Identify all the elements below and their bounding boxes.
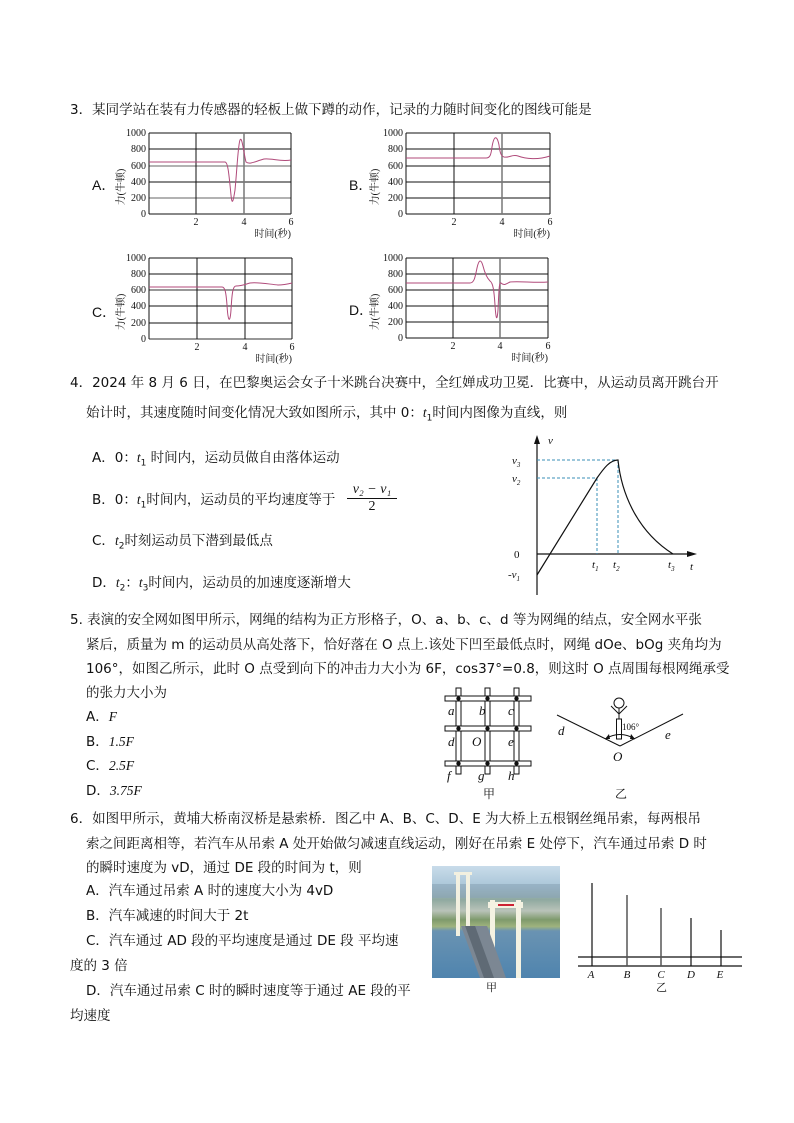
svg-text:力(牛顿): 力(牛顿) [116, 168, 127, 206]
svg-text:600: 600 [388, 161, 403, 172]
svg-text:400: 400 [131, 301, 146, 312]
svg-text:h: h [508, 768, 515, 783]
svg-text:1000: 1000 [126, 253, 146, 264]
svg-text:力(牛顿): 力(牛顿) [370, 293, 381, 331]
svg-text:400: 400 [388, 301, 403, 312]
q5-net-figure-yi [555, 688, 695, 803]
q4-option-b[interactable]: B．0：$t_1$时间内，运动员的平均速度等于 [92, 492, 336, 511]
svg-text:1000: 1000 [126, 128, 146, 139]
svg-text:800: 800 [131, 144, 146, 155]
q4-stem-line2: 始计时，其速度随时间变化情况大致如图所示，其中 0：$t_1$时间内图像为直线，则 [86, 405, 568, 424]
svg-text:200: 200 [388, 317, 403, 328]
svg-text:f: f [447, 768, 451, 783]
q4-option-a[interactable]: A．0：$t_1$ 时间内，运动员做自由落体运动 [92, 450, 340, 469]
svg-text:t: t [690, 561, 694, 573]
svg-text:v: v [548, 435, 553, 447]
q4-stem-line1: 4．2024 年 8 月 6 日，在巴黎奥运会女子十米跳台决赛中，全红婵成功卫冕．比赛中，从运动员离开跳台开 [70, 375, 719, 391]
q5-stem-line3: 106°，如图乙所示，此时 O 点受到向下的冲击力大小为 6F，cos37°=0.8，则这时 O 点周围每根网绳承受 [86, 661, 730, 677]
q3-chart-a [108, 125, 308, 245]
svg-text:2: 2 [193, 217, 199, 228]
q4-option-d[interactable]: D．$t_2$：$t_3$时间内，运动员的加速度逐渐增大 [92, 575, 351, 594]
svg-text:0: 0 [141, 334, 146, 345]
q5-net-figure-jia [440, 688, 540, 803]
svg-text:400: 400 [388, 177, 403, 188]
q3-chart-b [366, 125, 566, 245]
svg-text:时间(秒): 时间(秒) [513, 229, 550, 240]
q6-cables-diagram-yi [570, 870, 750, 995]
q6-option-b[interactable]: B．汽车减速的时间大于 2t [86, 908, 249, 924]
svg-text:c: c [508, 703, 514, 718]
svg-text:a: a [448, 703, 455, 718]
q3-stem: 3．某同学站在装有力传感器的轻板上做下蹲的动作，记录的力随时间变化的图线可能是 [70, 102, 592, 118]
q6-stem-line3: 的瞬时速度为 vD，通过 DE 段的时间为 t，则 [86, 860, 362, 876]
svg-text:v3: $v_3$ [512, 455, 521, 469]
svg-text:800: 800 [388, 269, 403, 280]
svg-text:E: E [716, 969, 724, 981]
svg-text:乙: 乙 [615, 787, 628, 801]
svg-text:2: 2 [194, 342, 200, 353]
q6-option-c[interactable]: C．汽车通过 AD 段的平均速度是通过 DE 段 平均速 [86, 933, 399, 949]
svg-text:O: O [472, 734, 482, 749]
q5-option-b[interactable]: B．1.5F [86, 734, 134, 750]
q3-option-c-label: C． [92, 304, 117, 320]
svg-text:600: 600 [131, 161, 146, 172]
svg-text:O: O [613, 749, 623, 764]
svg-text:A: A [587, 969, 595, 981]
svg-text:g: g [478, 768, 485, 783]
svg-text:6: 6 [545, 341, 551, 352]
q3-option-a-label: A． [92, 177, 116, 193]
svg-text:甲: 甲 [483, 787, 496, 801]
q5-option-a[interactable]: A．F [86, 709, 117, 725]
svg-text:0: 0 [514, 549, 520, 561]
svg-text:4: 4 [241, 217, 247, 228]
svg-text:0: 0 [398, 333, 403, 344]
svg-text:6: 6 [288, 217, 294, 228]
q6-stem-line1: 6．如图甲所示，黄埔大桥南汊桥是悬索桥．图乙中 A、B、C、D、E 为大桥上五根钢丝绳吊索，每两根吊 [70, 811, 702, 827]
svg-text:800: 800 [388, 144, 403, 155]
q3-option-b-label: B． [349, 177, 373, 193]
svg-text:0: 0 [398, 209, 403, 220]
svg-text:6: 6 [289, 342, 295, 353]
q6-option-d-continued: 均速度 [70, 1008, 111, 1024]
svg-text:d: d [448, 734, 455, 749]
svg-text:时间(秒): 时间(秒) [511, 353, 548, 364]
svg-text:v2: $v_2$ [512, 473, 521, 487]
svg-text:D: D [687, 969, 695, 981]
svg-text:力(牛顿): 力(牛顿) [370, 168, 381, 206]
svg-text:乙: 乙 [656, 981, 667, 994]
q5-stem-line4: 的张力大小为 [86, 685, 167, 701]
svg-text:b: b [479, 703, 486, 718]
svg-text:e: e [665, 727, 671, 742]
svg-text:B: B [623, 969, 631, 981]
svg-text:4: 4 [242, 342, 248, 353]
q3-chart-c [108, 250, 308, 370]
svg-text:6: 6 [547, 217, 553, 228]
svg-text:t3: $t_3$ [668, 559, 675, 573]
q6-option-c-continued: 度的 3 倍 [70, 958, 128, 974]
q6-option-d[interactable]: D．汽车通过吊索 C 时的瞬时速度等于通过 AE 段的平 [86, 983, 411, 999]
svg-text:C: C [657, 969, 665, 981]
q4-option-b-fraction: $\frac{\text{v₂ − v₁}}{2}$ [347, 482, 397, 515]
q4-option-c[interactable]: C．$t_2$时刻运动员下潜到最低点 [92, 533, 273, 552]
q6-bridge-photo-jia [432, 866, 560, 978]
q3-option-d-label: D． [349, 302, 374, 318]
q5-option-c[interactable]: C．2.5F [86, 758, 135, 774]
svg-text:2: 2 [451, 217, 457, 228]
svg-text:0: 0 [141, 209, 146, 220]
svg-text:2: 2 [450, 341, 456, 352]
svg-text:-v1: $-v_1$ [508, 569, 521, 583]
q5-stem-line1: 5. 表演的安全网如图甲所示，网绳的结构为正方形格子，O、a、b、c、d 等为网绳的结点，安全网水平张 [70, 612, 702, 628]
svg-text:t2: $t_2$ [613, 559, 620, 573]
q3-chart-d [366, 250, 566, 370]
svg-text:4: 4 [499, 217, 505, 228]
q6-option-a[interactable]: A．汽车通过吊索 A 时的速度大小为 4vD [86, 883, 334, 899]
svg-text:200: 200 [131, 193, 146, 204]
q6-fig-jia-caption: 甲 [486, 981, 497, 994]
svg-text:800: 800 [131, 269, 146, 280]
svg-text:时间(秒): 时间(秒) [255, 354, 292, 365]
q6-stem-line2: 索之间距离相等，若汽车从吊索 A 处开始做匀减速直线运动，刚好在吊索 E 处停下，汽车通过吊索 D 时 [86, 836, 707, 852]
q5-option-d[interactable]: D．3.75F [86, 783, 142, 799]
svg-text:时间(秒): 时间(秒) [254, 229, 291, 240]
svg-text:106°: 106° [622, 722, 640, 732]
svg-text:e: e [508, 734, 514, 749]
svg-text:200: 200 [388, 193, 403, 204]
svg-text:200: 200 [131, 318, 146, 329]
q4-velocity-time-graph [500, 430, 720, 600]
svg-text:力(牛顿): 力(牛顿) [116, 293, 127, 331]
svg-text:600: 600 [388, 285, 403, 296]
svg-text:600: 600 [131, 285, 146, 296]
q5-stem-line2: 紧后，质量为 m 的运动员从高处落下，恰好落在 O 点上.该处下凹至最低点时，网绳 dOe、bOg 夹角均为 [86, 637, 722, 653]
svg-text:d: d [558, 723, 565, 738]
svg-text:1000: 1000 [383, 253, 403, 264]
svg-text:400: 400 [131, 177, 146, 188]
svg-text:t1: $t_1$ [592, 559, 599, 573]
svg-text:4: 4 [497, 341, 503, 352]
svg-text:1000: 1000 [383, 128, 403, 139]
